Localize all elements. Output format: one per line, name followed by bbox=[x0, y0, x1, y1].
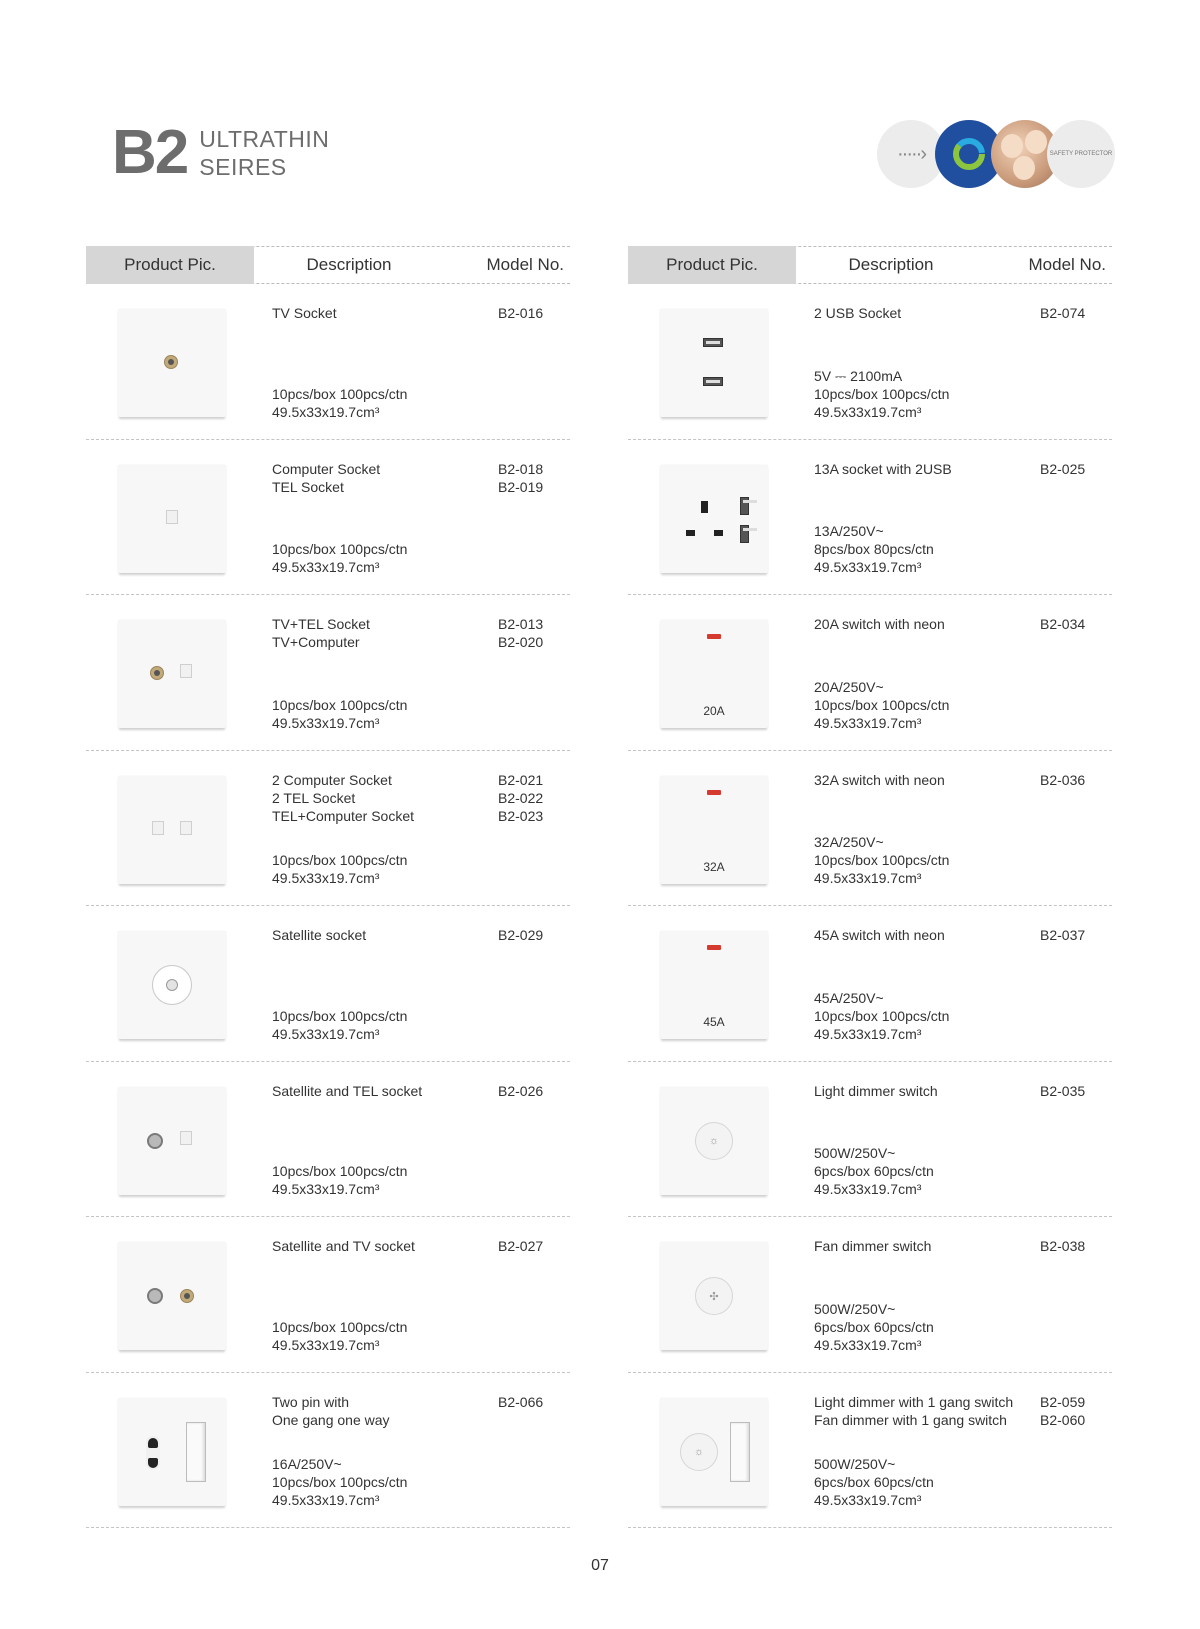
model-numbers bbox=[498, 304, 543, 322]
coax-socket-icon bbox=[164, 355, 178, 369]
spec-line: 49.5x33x19.7cm³ bbox=[814, 870, 922, 886]
product-description bbox=[814, 1393, 1013, 1429]
tel-port-icon bbox=[180, 1131, 192, 1145]
product-specs bbox=[814, 367, 949, 421]
spec-line: 500W/250V~ bbox=[814, 1456, 896, 1472]
spec-line: 49.5x33x19.7cm³ bbox=[814, 403, 922, 420]
model-number: B2-037 bbox=[1040, 927, 1086, 943]
product-description bbox=[814, 615, 945, 633]
spec-line: 500W/250V~ bbox=[814, 1300, 896, 1317]
model-numbers bbox=[1040, 926, 1085, 944]
model-numbers bbox=[1040, 460, 1085, 478]
amp-rating-label: 20A bbox=[703, 704, 725, 718]
model-number: B2-022 bbox=[498, 789, 544, 806]
description-line: TEL+Computer Socket bbox=[272, 807, 415, 824]
model-number: B2-025 bbox=[1040, 460, 1086, 477]
description-line: Computer Socket bbox=[272, 460, 381, 477]
fan-dimmer-knob-icon: ✣ bbox=[695, 1277, 733, 1315]
usb-port-icon bbox=[703, 377, 723, 386]
spec-line: 8pcs/box 80pcs/ctn bbox=[814, 541, 934, 557]
model-number: B2-026 bbox=[498, 1082, 544, 1099]
series-name-line2: SEIRES bbox=[199, 154, 287, 180]
spec-line: 10pcs/box 100pcs/ctn bbox=[272, 696, 408, 713]
spec-line: 10pcs/box 100pcs/ctn bbox=[272, 1007, 408, 1024]
product-picture bbox=[118, 776, 226, 884]
two-pin-outlet-icon bbox=[146, 1436, 160, 1470]
spec-line: 10pcs/box 100pcs/ctn bbox=[272, 852, 408, 868]
product-specs bbox=[272, 1162, 407, 1198]
product-picture bbox=[660, 776, 768, 884]
description-line: TV+TEL Socket bbox=[272, 616, 370, 632]
description-line: Two pin with bbox=[272, 1393, 350, 1410]
amp-rating-label: 32A bbox=[703, 859, 725, 874]
model-numbers bbox=[498, 1393, 543, 1411]
column-header-model: Model No. bbox=[486, 255, 564, 274]
product-row bbox=[628, 1373, 1112, 1529]
satellite-connector-icon bbox=[147, 1288, 163, 1304]
product-picture bbox=[660, 1398, 768, 1506]
spec-line: 6pcs/box 60pcs/ctn bbox=[814, 1474, 934, 1490]
series-name bbox=[199, 125, 329, 181]
product-row bbox=[86, 751, 570, 907]
product-picture bbox=[118, 1087, 226, 1195]
spec-line: 5V ⎓ 2100mA bbox=[814, 367, 903, 384]
spec-line: 6pcs/box 60pcs/ctn bbox=[814, 1163, 934, 1179]
safety-protector-badge: SAFETY PROTECTOR bbox=[1047, 120, 1115, 188]
live-pin-icon bbox=[686, 530, 695, 536]
table-header bbox=[628, 246, 1112, 284]
spec-line: 49.5x33x19.7cm³ bbox=[272, 403, 380, 420]
product-picture bbox=[118, 1242, 226, 1350]
description-line: Fan dimmer with 1 gang switch bbox=[814, 1411, 1007, 1428]
description-line: 2 TEL Socket bbox=[272, 789, 356, 806]
product-picture bbox=[118, 1398, 226, 1506]
spec-line: 49.5x33x19.7cm³ bbox=[814, 714, 922, 731]
description-line: 20A switch with neon bbox=[814, 616, 945, 632]
model-numbers bbox=[498, 1237, 543, 1255]
column-header-pic: Product Pic. bbox=[86, 246, 254, 284]
table-rows bbox=[628, 284, 1112, 1528]
model-numbers bbox=[1040, 1393, 1085, 1429]
spec-line: 10pcs/box 100pcs/ctn bbox=[272, 541, 408, 557]
product-row bbox=[86, 906, 570, 1062]
product-row bbox=[86, 1217, 570, 1373]
spec-line: 10pcs/box 100pcs/ctn bbox=[814, 1007, 950, 1024]
product-description bbox=[272, 615, 370, 651]
product-picture bbox=[660, 931, 768, 1039]
spec-line: 10pcs/box 100pcs/ctn bbox=[272, 1318, 408, 1335]
product-row bbox=[628, 440, 1112, 596]
product-description bbox=[814, 1237, 931, 1255]
product-row bbox=[86, 595, 570, 751]
description-line: 2 Computer Socket bbox=[272, 771, 392, 788]
spec-line: 49.5x33x19.7cm³ bbox=[814, 1025, 922, 1042]
spec-line: 10pcs/box 100pcs/ctn bbox=[272, 385, 408, 402]
column-header-model: Model No. bbox=[1028, 255, 1106, 274]
column-header-desc: Description bbox=[848, 255, 934, 274]
model-number: B2-016 bbox=[498, 305, 544, 321]
data-port-icon bbox=[152, 821, 164, 835]
product-specs bbox=[272, 696, 407, 732]
neon-indicator-icon bbox=[707, 634, 721, 639]
product-description bbox=[814, 771, 945, 789]
model-number: B2-074 bbox=[1040, 305, 1086, 321]
product-row bbox=[628, 595, 1112, 751]
product-specs bbox=[272, 540, 407, 576]
product-specs bbox=[814, 1300, 934, 1354]
data-port-icon bbox=[180, 821, 192, 835]
feature-logos bbox=[877, 120, 1117, 188]
product-description bbox=[272, 1237, 415, 1255]
product-picture bbox=[660, 1242, 768, 1350]
product-picture bbox=[118, 309, 226, 417]
model-number: B2-019 bbox=[498, 478, 544, 495]
product-specs bbox=[814, 1144, 934, 1198]
page-number: 07 bbox=[591, 1557, 609, 1574]
model-number: B2-066 bbox=[498, 1393, 544, 1410]
satellite-socket-icon bbox=[152, 965, 192, 1005]
spec-line: 49.5x33x19.7cm³ bbox=[814, 559, 922, 575]
product-specs bbox=[814, 678, 949, 732]
product-row bbox=[86, 1062, 570, 1218]
spec-line: 49.5x33x19.7cm³ bbox=[272, 1025, 380, 1042]
description-line: One gang one way bbox=[272, 1411, 390, 1428]
neutral-pin-icon bbox=[714, 530, 723, 536]
spec-line: 45A/250V~ bbox=[814, 989, 884, 1006]
model-number: B2-035 bbox=[1040, 1082, 1086, 1099]
model-number: B2-059 bbox=[1040, 1393, 1086, 1410]
spec-line: 49.5x33x19.7cm³ bbox=[272, 714, 380, 731]
coax-socket-icon bbox=[180, 1289, 194, 1303]
column-header-pic: Product Pic. bbox=[628, 246, 796, 284]
product-picture bbox=[118, 465, 226, 573]
product-description bbox=[814, 926, 945, 944]
series-name-line1: ULTRATHIN bbox=[199, 126, 330, 152]
model-numbers bbox=[498, 926, 543, 944]
description-line: Satellite socket bbox=[272, 927, 367, 943]
model-number: B2-027 bbox=[498, 1238, 544, 1254]
neon-indicator-icon bbox=[707, 790, 721, 795]
product-picture bbox=[660, 1087, 768, 1195]
product-description bbox=[272, 1082, 422, 1100]
light-dimmer-knob-icon: ☼ bbox=[695, 1122, 733, 1160]
model-numbers bbox=[1040, 304, 1085, 322]
spec-line: 10pcs/box 100pcs/ctn bbox=[814, 696, 950, 713]
model-number: B2-029 bbox=[498, 927, 544, 943]
model-numbers bbox=[498, 460, 543, 496]
table-rows bbox=[86, 284, 570, 1528]
tel-port-icon bbox=[180, 664, 192, 678]
rocker-switch-icon bbox=[730, 1422, 750, 1482]
description-line: TEL Socket bbox=[272, 478, 344, 495]
spec-line: 20A/250V~ bbox=[814, 678, 884, 695]
product-description bbox=[814, 1082, 938, 1100]
spec-line: 10pcs/box 100pcs/ctn bbox=[814, 852, 950, 868]
product-row bbox=[86, 440, 570, 596]
product-description bbox=[272, 771, 414, 825]
description-line: TV+Computer bbox=[272, 634, 360, 650]
product-row bbox=[628, 1217, 1112, 1373]
product-description bbox=[272, 926, 366, 944]
model-numbers bbox=[498, 1082, 543, 1100]
light-dimmer-knob-icon: ☼ bbox=[680, 1433, 718, 1471]
description-line: Satellite and TV socket bbox=[272, 1238, 415, 1254]
spec-line: 49.5x33x19.7cm³ bbox=[814, 1336, 922, 1353]
product-description bbox=[814, 304, 901, 322]
product-row bbox=[628, 751, 1112, 907]
spec-line: 32A/250V~ bbox=[814, 834, 884, 850]
spec-line: 49.5x33x19.7cm³ bbox=[272, 1181, 380, 1197]
tel-port-icon bbox=[166, 510, 178, 524]
neon-indicator-icon bbox=[707, 945, 721, 950]
spec-line: 500W/250V~ bbox=[814, 1145, 896, 1161]
product-specs bbox=[814, 522, 934, 576]
model-number: B2-018 bbox=[498, 460, 544, 477]
model-numbers bbox=[498, 771, 543, 825]
earth-pin-icon bbox=[701, 501, 708, 513]
product-specs bbox=[272, 1455, 407, 1509]
model-number: B2-036 bbox=[1040, 771, 1086, 788]
product-specs bbox=[272, 385, 407, 421]
series-code: B2 bbox=[112, 118, 188, 187]
description-line: Light dimmer switch bbox=[814, 1082, 938, 1099]
description-line: Fan dimmer switch bbox=[814, 1238, 932, 1254]
description-line: 32A switch with neon bbox=[814, 771, 945, 788]
product-specs bbox=[272, 851, 407, 887]
product-row bbox=[628, 1062, 1112, 1218]
model-number: B2-038 bbox=[1040, 1238, 1086, 1254]
product-picture bbox=[118, 620, 226, 728]
spec-line: 16A/250V~ bbox=[272, 1456, 342, 1472]
description-line: Light dimmer with 1 gang switch bbox=[814, 1393, 1014, 1410]
product-row bbox=[86, 1373, 570, 1529]
coax-socket-icon bbox=[150, 666, 164, 680]
amp-rating-label: 45A bbox=[703, 1015, 725, 1029]
description-line: 45A switch with neon bbox=[814, 927, 945, 943]
product-description bbox=[814, 460, 952, 478]
spec-line: 49.5x33x19.7cm³ bbox=[814, 1181, 922, 1197]
product-specs bbox=[272, 1318, 407, 1354]
model-numbers bbox=[1040, 615, 1085, 633]
spec-line: 10pcs/box 100pcs/ctn bbox=[272, 1163, 408, 1179]
spec-line: 49.5x33x19.7cm³ bbox=[272, 1336, 380, 1353]
model-numbers bbox=[1040, 1237, 1085, 1255]
spec-line: 49.5x33x19.7cm³ bbox=[272, 870, 380, 886]
model-numbers bbox=[1040, 1082, 1085, 1100]
model-numbers bbox=[1040, 771, 1085, 789]
series-header bbox=[112, 118, 330, 187]
product-description bbox=[272, 304, 337, 322]
spec-line: 13A/250V~ bbox=[814, 523, 884, 539]
description-line: Satellite and TEL socket bbox=[272, 1082, 423, 1099]
product-specs bbox=[814, 1455, 934, 1509]
model-number: B2-021 bbox=[498, 771, 544, 788]
spec-line: 10pcs/box 100pcs/ctn bbox=[814, 385, 950, 402]
usb-port-icon bbox=[740, 497, 749, 515]
product-picture bbox=[118, 931, 226, 1039]
spec-line: 49.5x33x19.7cm³ bbox=[272, 1492, 380, 1508]
product-specs bbox=[814, 989, 949, 1043]
rocker-switch-icon bbox=[186, 1422, 206, 1482]
model-numbers bbox=[498, 615, 543, 651]
product-picture bbox=[660, 620, 768, 728]
usb-port-icon bbox=[740, 525, 749, 543]
model-number: B2-020 bbox=[498, 634, 544, 650]
column-header-desc: Description bbox=[306, 255, 392, 274]
model-number: B2-013 bbox=[498, 616, 544, 632]
spec-line: 49.5x33x19.7cm³ bbox=[272, 559, 380, 575]
usb-port-icon bbox=[703, 338, 723, 347]
product-table-right bbox=[628, 246, 1112, 1528]
spec-line: 6pcs/box 60pcs/ctn bbox=[814, 1318, 934, 1335]
product-picture bbox=[660, 309, 768, 417]
product-table-left bbox=[86, 246, 570, 1528]
description-line: 2 USB Socket bbox=[814, 305, 902, 321]
product-specs bbox=[814, 833, 949, 887]
product-row bbox=[628, 284, 1112, 440]
product-specs bbox=[272, 1007, 407, 1043]
table-header bbox=[86, 246, 570, 284]
model-number: B2-060 bbox=[1040, 1411, 1086, 1428]
model-number: B2-023 bbox=[498, 807, 544, 824]
arrow-icon: ·····› bbox=[877, 120, 945, 188]
product-row bbox=[628, 906, 1112, 1062]
description-line: TV Socket bbox=[272, 305, 337, 321]
product-description bbox=[272, 1393, 390, 1429]
spec-line: 10pcs/box 100pcs/ctn bbox=[272, 1474, 408, 1490]
product-description bbox=[272, 460, 380, 496]
spec-line: 49.5x33x19.7cm³ bbox=[814, 1492, 922, 1508]
satellite-connector-icon bbox=[147, 1133, 163, 1149]
model-number: B2-034 bbox=[1040, 616, 1086, 632]
product-picture bbox=[660, 465, 768, 573]
product-row bbox=[86, 284, 570, 440]
description-line: 13A socket with 2USB bbox=[814, 460, 952, 477]
